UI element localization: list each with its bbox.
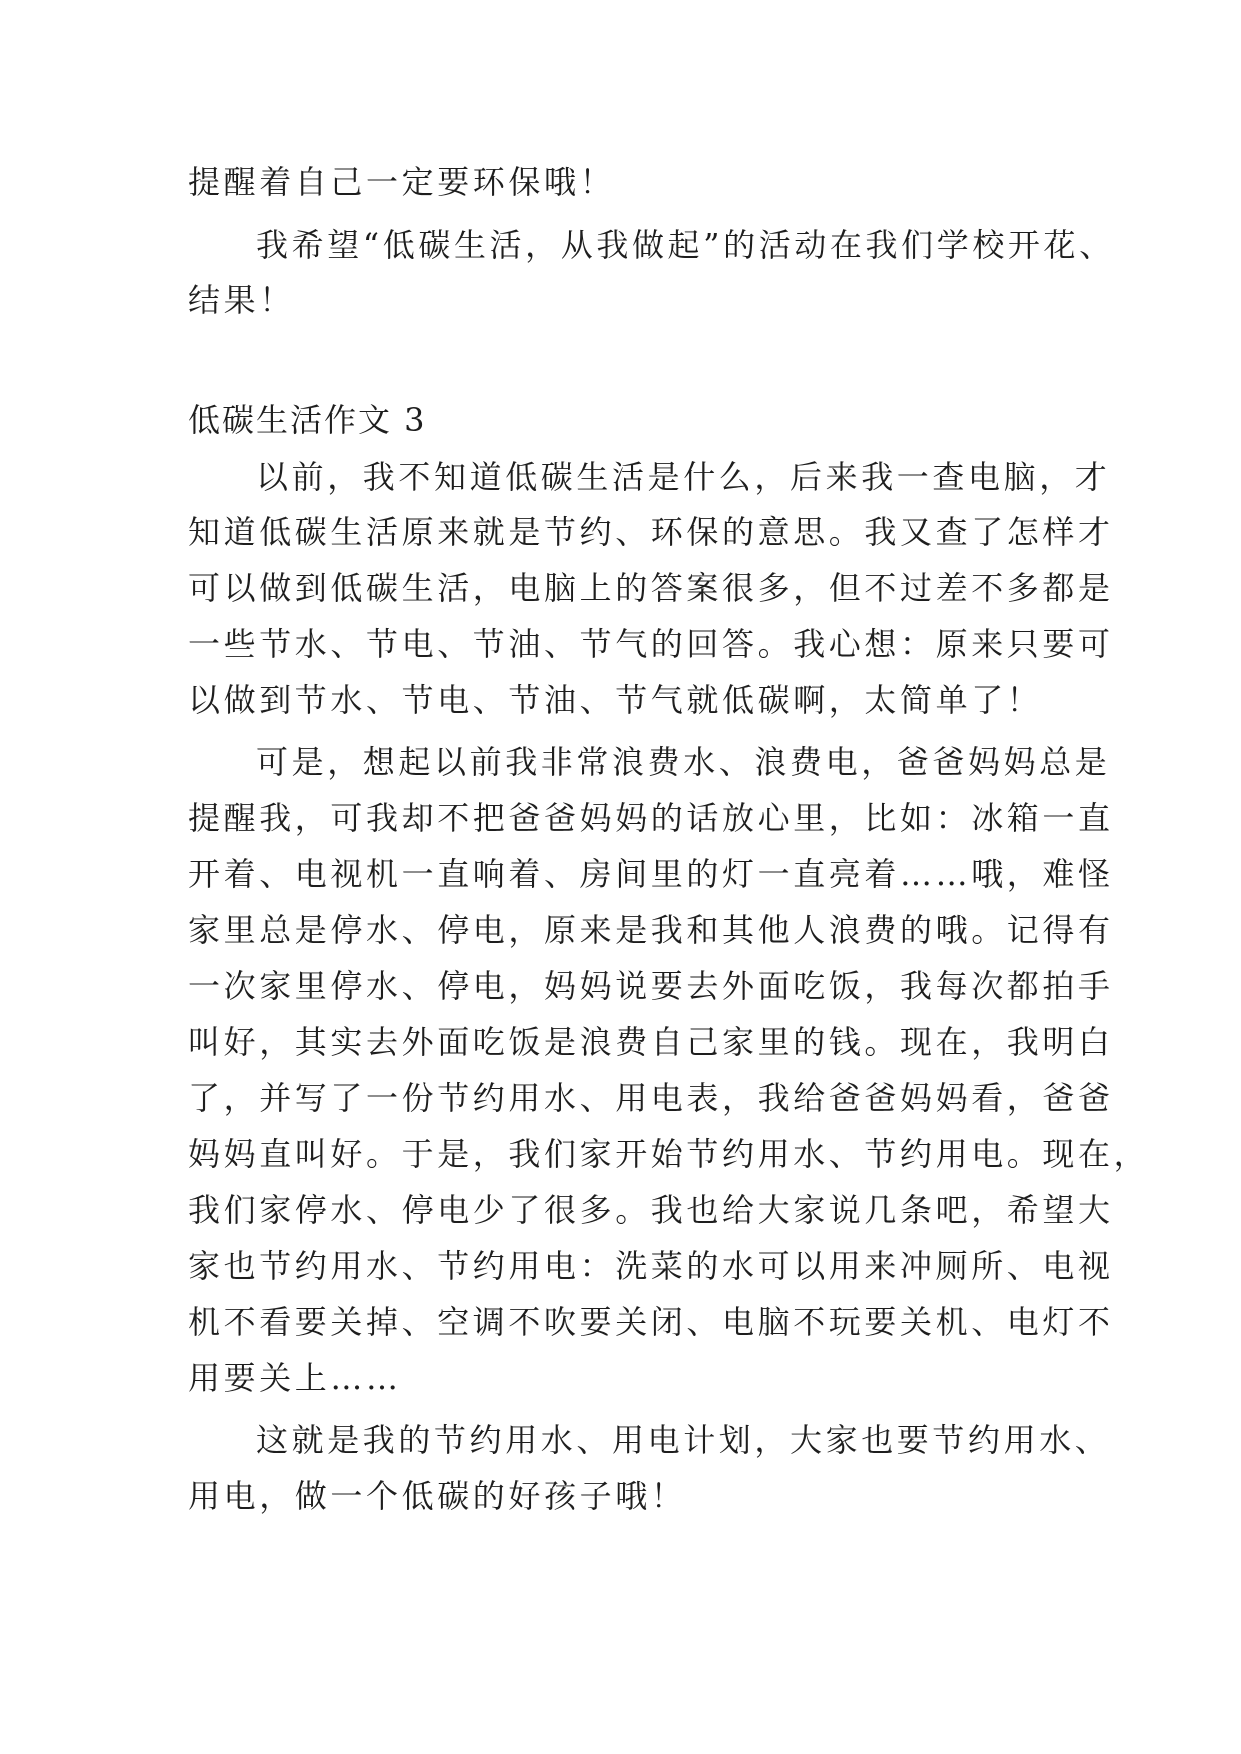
text-line: 妈妈直叫好。于是，我们家开始节约用水、节约用电。现在，: [188, 1135, 1150, 1173]
text-line: 可以做到低碳生活，电脑上的答案很多，但不过差不多都是: [188, 569, 1114, 607]
text-line: 一些节水、节电、节油、节气的回答。我心想：原来只要可: [188, 625, 1114, 663]
text-line: 我希望“低碳生活，从我做起”的活动在我们学校开花、: [256, 226, 1115, 264]
text-line: 开着、电视机一直响着、房间里的灯一直亮着……哦，难怪: [188, 855, 1114, 893]
text-line: 机不看要关掉、空调不吹要关闭、电脑不玩要关机、电灯不: [188, 1303, 1114, 1341]
text-line: 可是，想起以前我非常浪费水、浪费电，爸爸妈妈总是: [256, 743, 1111, 781]
text-line: 以做到节水、节电、节油、节气就低碳啊，太简单了！: [188, 681, 1043, 719]
text-line: 家也节约用水、节约用电：洗菜的水可以用来冲厕所、电视: [188, 1247, 1114, 1285]
text-line: 叫好，其实去外面吃饭是浪费自己家里的钱。现在，我明白: [188, 1023, 1114, 1061]
text-line: 一次家里停水、停电，妈妈说要去外面吃饭，我每次都拍手: [188, 967, 1114, 1005]
text-line: 结果！: [188, 281, 295, 319]
text-line: 家里总是停水、停电，原来是我和其他人浪费的哦。记得有: [188, 911, 1114, 949]
text-line: 用要关上……: [188, 1359, 402, 1397]
text-line: 用电，做一个低碳的好孩子哦！: [188, 1477, 687, 1515]
text-line: 以前，我不知道低碳生活是什么，后来我一查电脑，才: [256, 458, 1111, 496]
text-line: 提醒着自己一定要环保哦！: [188, 163, 616, 201]
text-line: 这就是我的节约用水、用电计划，大家也要节约用水、: [256, 1421, 1111, 1459]
text-line: 知道低碳生活原来就是节约、环保的意思。我又查了怎样才: [188, 513, 1114, 551]
text-line: 了，并写了一份节约用水、用电表，我给爸爸妈妈看，爸爸: [188, 1079, 1114, 1117]
section-heading: 低碳生活作文 3: [188, 401, 427, 439]
text-line: 我们家停水、停电少了很多。我也给大家说几条吧，希望大: [188, 1191, 1114, 1229]
text-line: 提醒我，可我却不把爸爸妈妈的话放心里，比如：冰箱一直: [188, 799, 1114, 837]
